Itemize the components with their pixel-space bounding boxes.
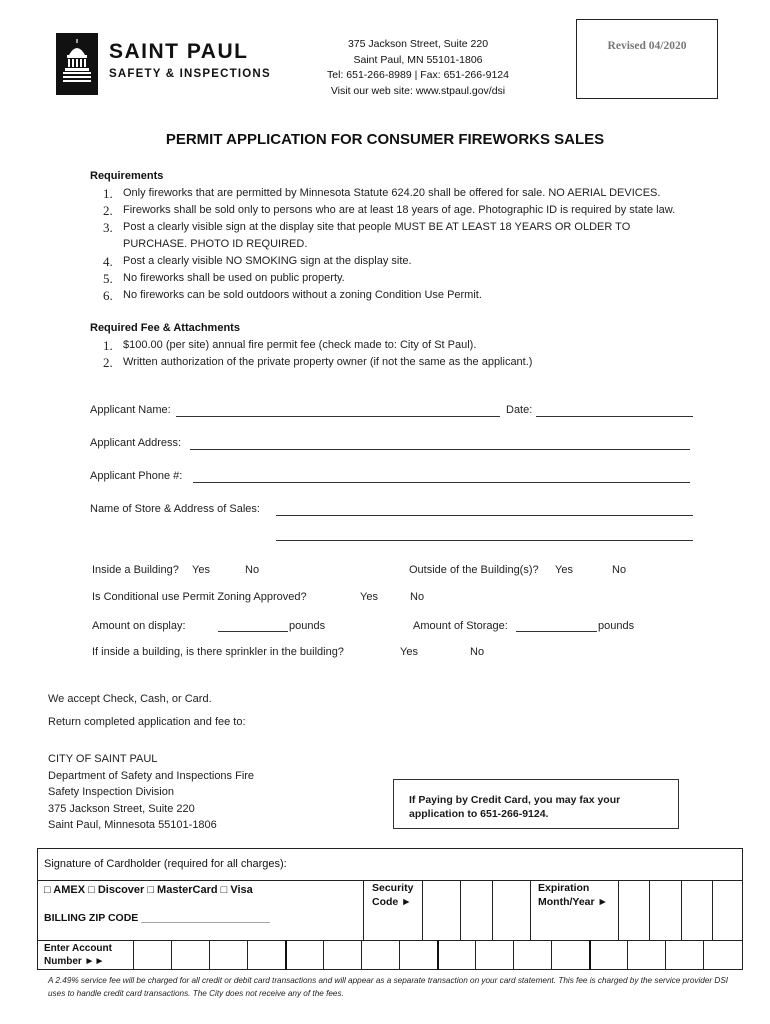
divider [618,880,619,940]
header-address [300,37,536,99]
conditional-yes-option[interactable]: Yes [360,591,378,603]
divider [422,880,423,940]
mailing-address [48,751,254,834]
outside-no-option[interactable]: No [612,564,627,576]
return-text: Return completed application and fee to: [48,716,246,728]
outside-yes-option[interactable]: Yes [555,564,573,576]
address-line: Saint Paul, Minnesota 55101-1806 [48,819,217,831]
revised-date: Revised 04/2020 [607,40,687,52]
org-name: SAINT PAUL [109,40,249,63]
inside-no-option[interactable]: No [245,564,260,576]
page-title: PERMIT APPLICATION FOR CONSUMER FIREWORKS SALES [165,131,605,148]
security-code-label: Security Code ► [372,882,414,908]
amount-storage-field[interactable] [516,631,597,632]
divider [323,940,324,970]
fax-note-box [393,779,679,829]
service-fee-footnote: A 2.49% service fee will be charged for all credit or debit card transactions and will appear as a separate transaction on your card statement. This fee is charged by the service provider DSI uses to handle credit card transactions. The City does not receive any of the fees. [48,976,729,998]
conditional-no-option[interactable]: No [410,591,425,603]
list-item: 5. No fireworks shall be used on public property. [103,271,345,286]
sprinkler-no-option[interactable]: No [470,646,485,658]
address-line: 375 Jackson Street, Suite 220 [48,802,195,815]
fees-heading: Required Fee & Attachments [90,322,240,334]
divider [209,940,210,970]
list-item: 4. Post a clearly visible NO SMOKING sign at the display site. [103,254,412,269]
divider [712,880,713,940]
divider [649,880,650,940]
address-line: Safety Inspection Division [48,786,174,798]
address-line: CITY OF SAINT PAUL [48,753,158,765]
date-field[interactable] [536,416,693,417]
divider [133,940,134,970]
pounds-unit: pounds [289,620,326,632]
applicant-address-field[interactable] [190,449,690,450]
divider [285,940,287,970]
divider [361,940,362,970]
signature-label: Signature of Cardholder (required for all charges): [44,858,287,870]
org-subtitle: SAFETY & INSPECTIONS [109,68,271,80]
billing-zip-field[interactable]: BILLING ZIP CODE ______________________ [44,912,270,924]
amount-display-field[interactable] [218,631,288,632]
applicant-phone-field[interactable] [193,482,690,483]
divider [589,940,591,970]
accept-text: We accept Check, Cash, or Card. [48,693,212,705]
sprinkler-label: If inside a building, is there sprinkler in the building? [92,646,344,658]
credit-card-table [37,848,743,970]
fax-note: If Paying by Credit Card, you may fax your application to 651-266-9124. [409,794,621,820]
divider [38,940,742,941]
expiration-label: Expiration Month/Year ► [538,882,608,908]
divider [703,940,704,970]
divider [399,940,400,970]
divider [681,880,682,940]
phone-line: Tel: 651-266-8989 | Fax: 651-266-9124 [327,69,509,81]
divider [492,880,493,940]
amount-storage-label: Amount of Storage: [413,620,508,632]
list-item: 1. $100.00 (per site) annual fire permit fee (check made to: City of St Paul). [103,338,477,353]
divider [665,940,666,970]
divider [460,880,461,940]
list-item: 2. Fireworks shall be sold only to persons who are at least 18 years of age. Photographic ID is required by state law. [103,203,676,218]
divider [627,940,628,970]
divider [171,940,172,970]
outside-building-label: Outside of the Building(s)? [409,564,539,576]
address-line: Department of Safety and Inspections Fire [48,769,255,782]
divider [475,940,476,970]
divider [530,880,531,940]
inside-building-label: Inside a Building? [92,564,179,576]
list-item: 6. No fireworks can be sold outdoors without a zoning Condition Use Permit. [103,288,482,303]
requirements-heading: Requirements [90,170,164,182]
pounds-unit: pounds [598,620,635,632]
list-item: 1. Only fireworks that are permitted by Minnesota Statute 624.20 shall be offered for sale. NO AERIAL DEVICES. [103,186,661,201]
divider [513,940,514,970]
card-type-options[interactable]: □ AMEX □ Discover □ MasterCard □ Visa [44,884,253,896]
store-name-field[interactable] [276,515,693,516]
account-number-label: Enter Account Number ►► [44,943,112,967]
date-label: Date: [506,404,533,416]
store-address-field[interactable] [276,540,693,541]
divider [551,940,552,970]
conditional-use-label: Is Conditional use Permit Zoning Approved? [92,591,307,603]
divider [363,880,364,940]
amount-display-label: Amount on display: [92,620,186,632]
divider [437,940,439,970]
revised-box [576,19,718,99]
address-line: 375 Jackson Street, Suite 220 [347,38,489,50]
store-name-label: Name of Store & Address of Sales: [90,503,260,515]
applicant-address-label: Applicant Address: [90,437,182,449]
capitol-logo-icon [56,33,98,95]
applicant-name-label: Applicant Name: [90,404,171,416]
list-item: 2. Written authorization of the private property owner (if not the same as the applicant.) [103,355,533,370]
web-line: Visit our web site: www.stpaul.gov/dsi [330,84,506,97]
divider [247,940,248,970]
requirements-list [90,185,770,304]
applicant-phone-label: Applicant Phone #: [90,470,183,482]
sprinkler-yes-option[interactable]: Yes [400,646,418,658]
city-line: Saint Paul, MN 55101-1806 [353,53,483,66]
inside-yes-option[interactable]: Yes [192,564,210,576]
fees-list [90,337,770,371]
list-item: 3. Post a clearly visible sign at the display site that people MUST BE AT LEAST 18 YEARS OR OLDER TO PURCHASE. PHOTO ID REQUIRED. [103,220,631,250]
applicant-name-field[interactable] [176,416,500,417]
